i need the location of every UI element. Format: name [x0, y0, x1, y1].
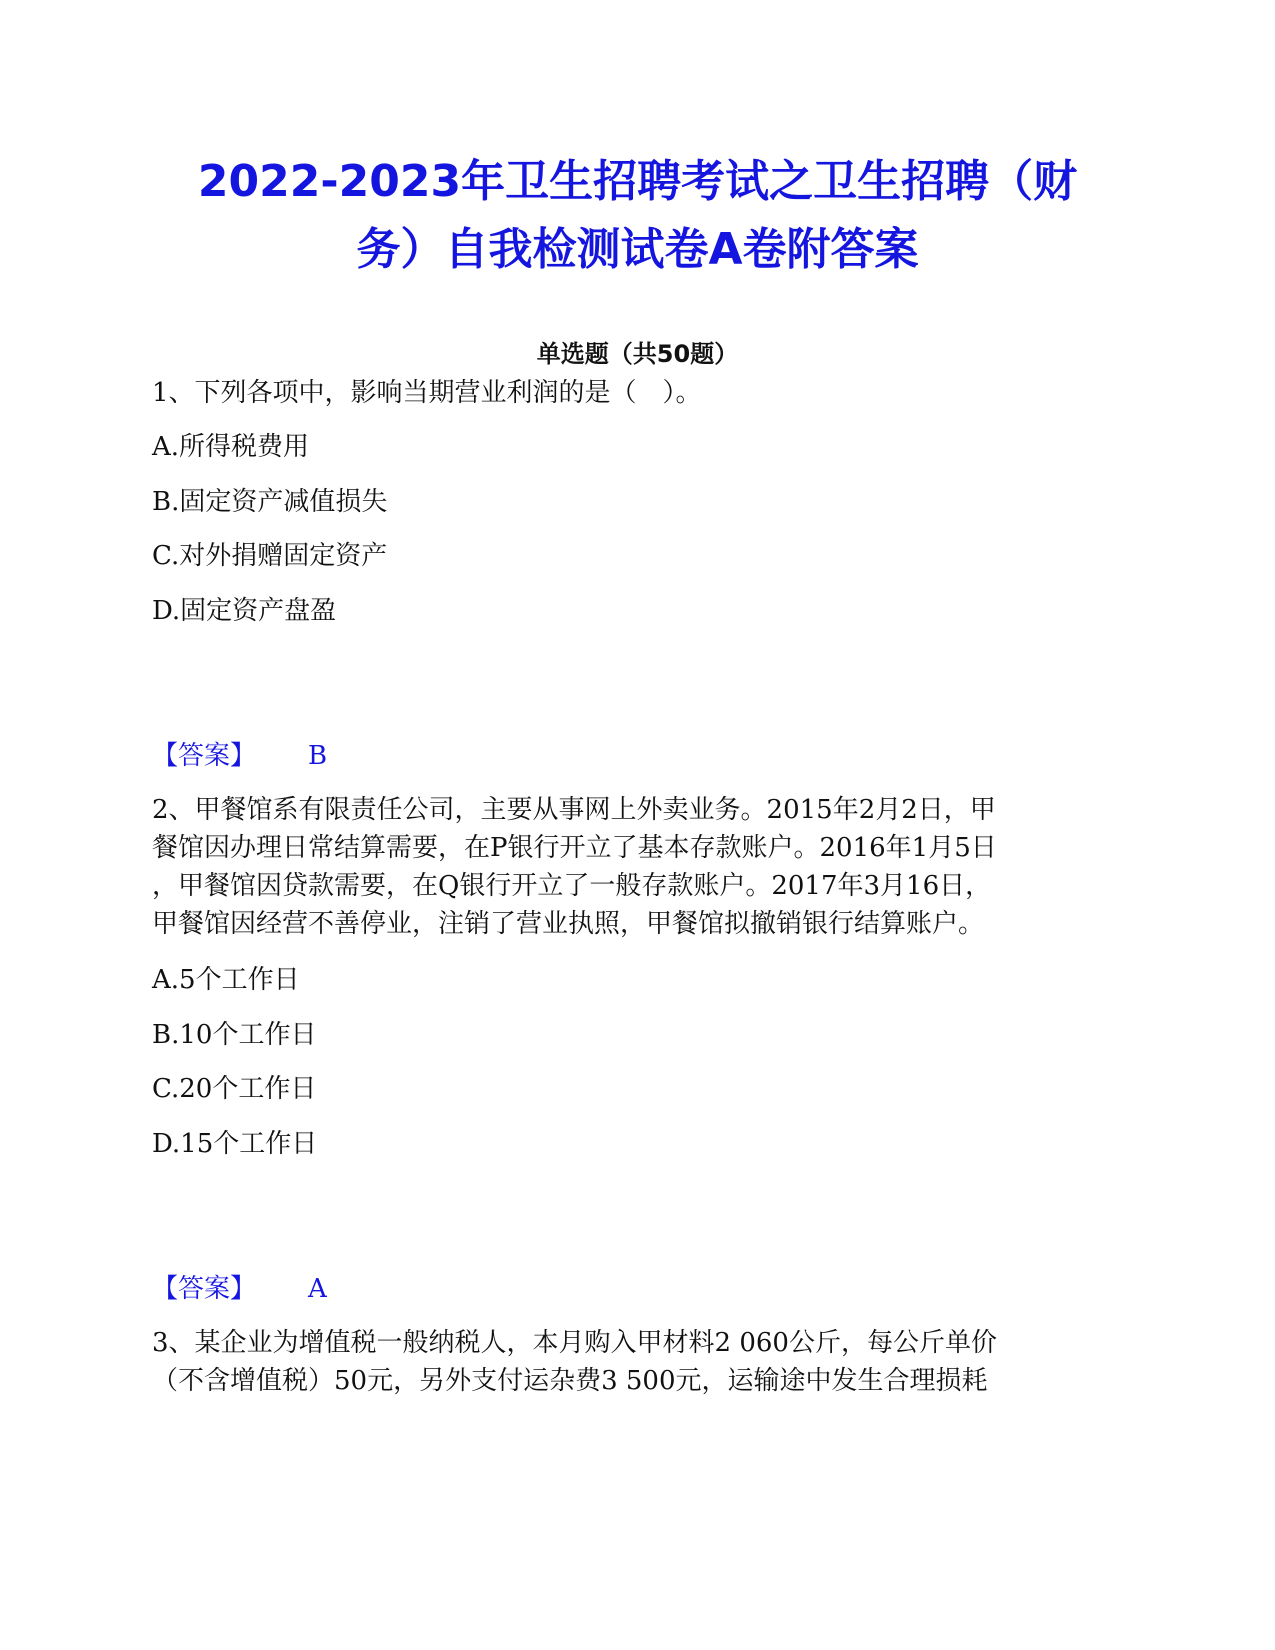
question-3-stem-line-2: （不含增值税）50元，另外支付运杂费3 500元，运输途中发生合理损耗: [152, 1366, 988, 1396]
answer-label: 【答案】: [152, 741, 257, 771]
question-1-stem: 1、下列各项中，影响当期营业利润的是（ ）。: [152, 378, 702, 408]
document-title: [130, 148, 1145, 284]
document-title-line-2: 务）自我检测试卷A卷附答案: [356, 224, 919, 275]
question-2-stem-line-2: 餐馆因办理日常结算需要，在P银行开立了基本存款账户。2016年1月5日: [152, 833, 997, 863]
question-2-option-d: D.15个工作日: [152, 1129, 318, 1159]
question-1-option-a: A.所得税费用: [152, 432, 310, 462]
answer-value: A: [308, 1274, 327, 1304]
question-2-answer: [152, 1271, 327, 1307]
question-2-stem-line-4: 甲餐馆因经营不善停业，注销了营业执照，甲餐馆拟撤销银行结算账户。: [152, 909, 985, 939]
question-1-option-d: D.固定资产盘盈: [152, 596, 337, 626]
question-1-answer: [152, 738, 328, 774]
question-2-option-b: B.10个工作日: [152, 1020, 317, 1050]
question-3-stem-line-1: 3、某企业为增值税一般纳税人，本月购入甲材料2 060公斤，每公斤单价: [152, 1328, 997, 1358]
question-1-option-c: C.对外捐赠固定资产: [152, 541, 388, 571]
answer-value: B: [308, 741, 328, 771]
question-2-stem-line-3: ，甲餐馆因贷款需要，在Q银行开立了一般存款账户。2017年3月16日，: [152, 871, 992, 901]
question-2-option-c: C.20个工作日: [152, 1074, 317, 1104]
question-2-stem-line-1: 2、甲餐馆系有限责任公司，主要从事网上外卖业务。2015年2月2日，甲: [152, 795, 996, 825]
question-2-option-a: A.5个工作日: [152, 965, 300, 995]
question-1-option-b: B.固定资产减值损失: [152, 487, 388, 517]
section-heading: 单选题（共50题）: [536, 340, 739, 368]
answer-label: 【答案】: [152, 1274, 257, 1304]
document-title-line-1: 2022-2023年卫生招聘考试之卫生招聘（财: [197, 156, 1078, 207]
